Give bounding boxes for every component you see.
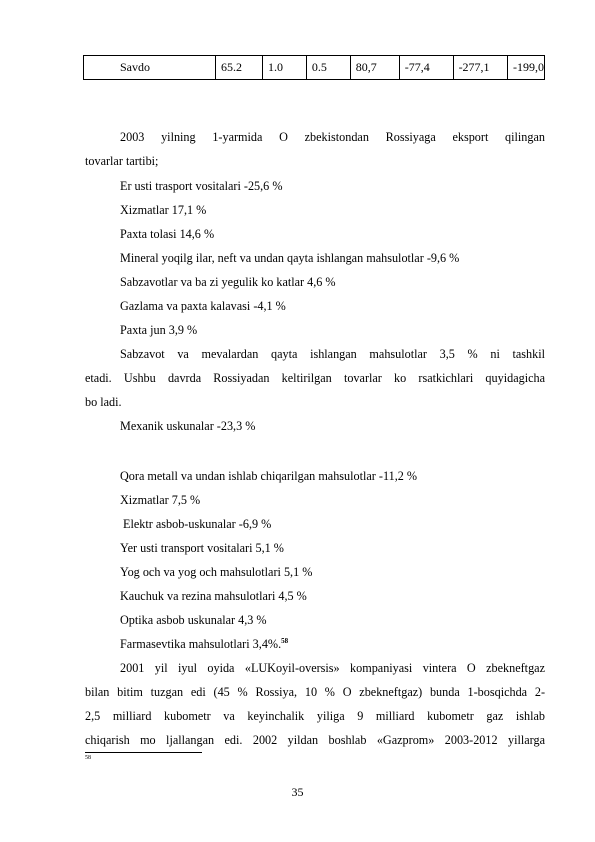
list-item: Xizmatlar 17,1 % <box>120 203 207 217</box>
paragraph-line: bo ladi. <box>85 395 122 409</box>
paragraph-line: chiqarish mo ljallangan edi. 2002 yildan boshlab «Gazprom» 2003-2012 yillarga <box>85 733 545 747</box>
list-item: Yer usti transport vositalari 5,1 % <box>120 541 284 555</box>
paragraph-line: Sabzavot va mevalardan qayta ishlangan mahsulotlar 3,5 % ni tashkil <box>120 347 545 361</box>
paragraph-line: bilan bitim tuzgan edi (45 % Rossiya, 10 % O zbekneftgaz) bunda 1-bosqichda 2- <box>85 685 545 699</box>
footnote-divider <box>85 752 202 753</box>
list-item: Xizmatlar 7,5 % <box>120 493 201 507</box>
table-cell: 65.2 <box>215 56 262 80</box>
footnote-ref: 58 <box>281 636 289 645</box>
trade-table <box>83 55 545 80</box>
list-item: Kauchuk va rezina mahsulotlari 4,5 % <box>120 589 307 603</box>
table-cell: -77,4 <box>399 56 453 80</box>
list-item: Qora metall va undan ishlab chiqarilgan mahsulotlar -11,2 % <box>120 469 418 483</box>
list-item: Yog och va yog och mahsulotlari 5,1 % <box>120 565 313 579</box>
paragraph-line: 2,5 milliard kubometr va keyinchalik yiliga 9 milliard kubometr gaz ishlab <box>85 709 545 723</box>
paragraph-line: 2003 yilning 1-yarmida O zbekistondan Rossiyaga eksport qilingan <box>120 130 545 144</box>
list-item <box>120 636 545 652</box>
paragraph-line: etadi. Ushbu davrda Rossiyadan keltirilgan tovarlar ko rsatkichlari quyidagicha <box>85 371 545 385</box>
table-cell: -199,0 <box>508 56 545 80</box>
table-row <box>84 56 545 80</box>
list-item: Paxta jun 3,9 % <box>120 323 198 337</box>
paragraph-line: 2001 yil iyul oyida «LUKoyil-oversis» kompaniyasi vintera O zbekneftgaz <box>120 661 545 675</box>
list-item: Sabzavotlar va ba zi yegulik ko katlar 4,6 % <box>120 275 336 289</box>
table-cell: 80,7 <box>350 56 399 80</box>
list-item: Er usti trasport vositalari -25,6 % <box>120 179 283 193</box>
page-number: 35 <box>291 785 304 799</box>
list-item: Optika asbob uskunalar 4,3 % <box>120 613 267 627</box>
list-item: Elektr asbob-uskunalar -6,9 % <box>120 517 272 531</box>
paragraph-line: tovarlar tartibi; <box>85 154 159 168</box>
list-item: Paxta tolasi 14,6 % <box>120 227 215 241</box>
table-cell: 1.0 <box>263 56 307 80</box>
table-cell: -277,1 <box>453 56 507 80</box>
table-cell: 0.5 <box>306 56 350 80</box>
footnote-number: 58 <box>85 755 91 761</box>
list-item: Mineral yoqilg ilar, neft va undan qayta ishlangan mahsulotlar -9,6 % <box>120 251 460 265</box>
list-item: Gazlama va paxta kalavasi -4,1 % <box>120 299 286 313</box>
farma-text: Farmasevtika mahsulotlari 3,4%. <box>120 637 282 651</box>
list-item: Mexanik uskunalar -23,3 % <box>120 419 256 433</box>
table-cell: Savdo <box>84 56 216 80</box>
